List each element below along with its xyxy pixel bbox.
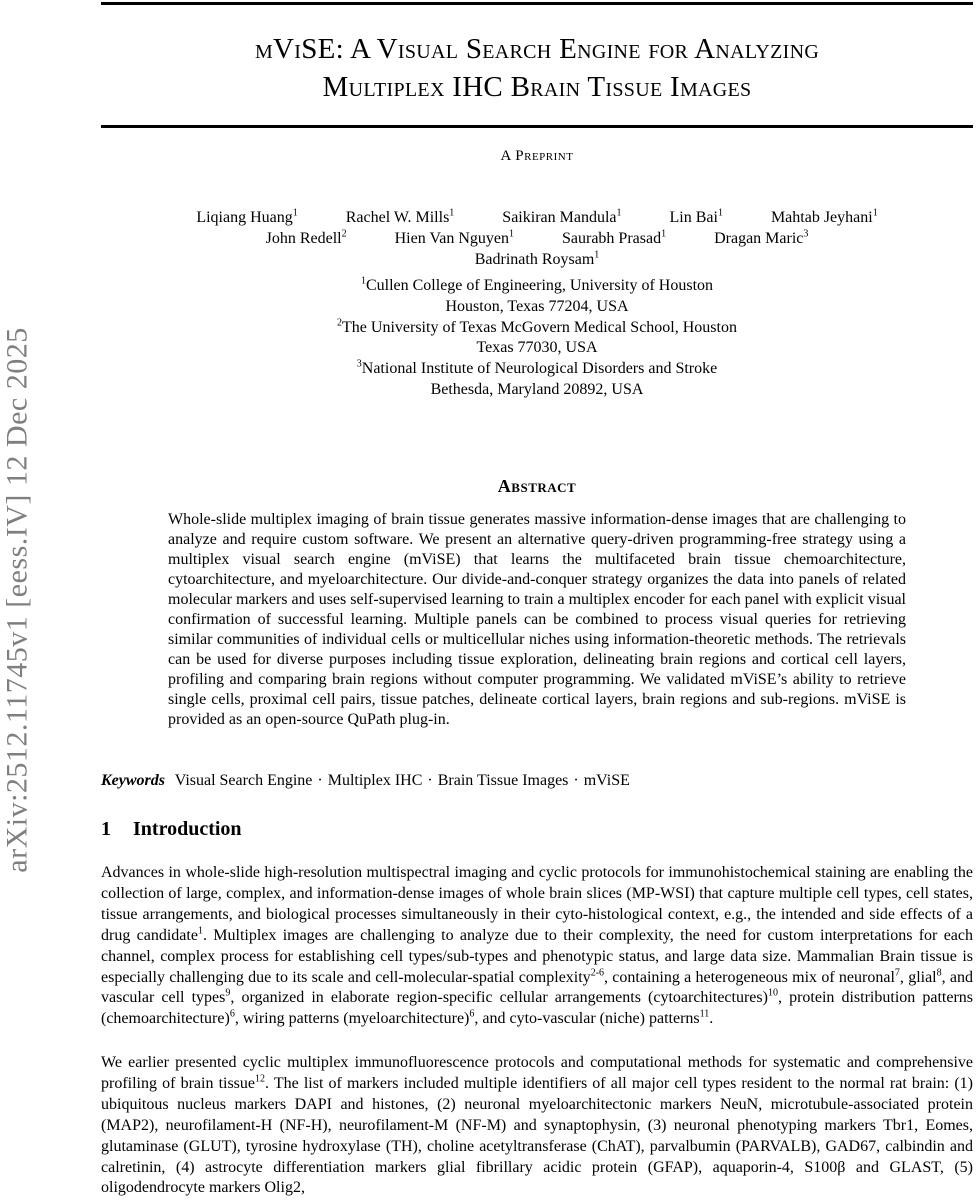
author-affiliation-mark: 2	[341, 228, 347, 240]
author-affiliation-mark: 3	[803, 228, 809, 240]
keywords-line	[101, 771, 973, 791]
paper-title	[101, 30, 973, 106]
arxiv-identifier: arXiv:2512.11745v1 [eess.IV] 12 Dec 2025	[1, 327, 35, 873]
paragraph-text: .	[709, 1010, 714, 1028]
author	[562, 228, 666, 249]
affiliation-line	[101, 276, 973, 297]
paragraph-text: , wiring patterns (myeloarchitecture)	[234, 1010, 470, 1028]
paragraph-text: Advances in whole-slide high-resolution multispectral imaging and cyclic protocols for immunohistochemical staining are enabling the collection of large, complex, and information-dense images of whole brain slices (MP-WSI) that capture multiple cell types, cell states, tissue arrangements, and biological processes simultaneously in their cyto-histological context, e.g., the intended and side effects of a drug candidate	[101, 864, 973, 944]
citation-mark: 6	[469, 1009, 475, 1021]
author-affiliation-mark: 1	[508, 228, 514, 240]
abstract-text: Whole-slide multiplex imaging of brain tissue generates massive information-dense images that are challenging to analyze and require custom software. We present an alternative query-driven programming-free strategy using a multiplex visual search engine (mViSE) that learns the multifaceted brain tissue chemoarchitecture, cytoarchitecture, and myeloarchitecture. Our divide-and-conquer strategy organizes the data into panels of related molecular markers and uses self-supervised learning to train a multiplex encoder for each panel with explicit visual confirmation of successful learning. Multiple panels can be combined to process visual queries for retrieving similar communities of individual cells or multicellular niches using information-theoretic methods. The retrievals can be used for diverse purposes including tissue exploration, delineating brain regions and cortical cell layers, profiling and comparing brain regions without computer programming. We validated mViSE’s ability to retrieve single cells, proximal cell pairs, tissue patches, delineate cortical layers, brain regions and sub-regions. mViSE is provided as an open-source QuPath plug-in.	[168, 511, 906, 728]
author-affiliation-mark: 1	[661, 228, 667, 240]
affiliation-name: The University of Texas McGovern Medical School, Houston	[342, 318, 737, 336]
keyword-item: mViSE	[583, 772, 630, 789]
author	[670, 207, 723, 228]
author-affiliation-mark: 1	[872, 207, 878, 219]
preprint-label: A Preprint	[500, 148, 574, 164]
paragraph-text: . The list of markers included multiple identifiers of all major cell types resident to the normal rat brain: (1) ubiquitous nucleus markers DAPI and histones, (2) neuronal myeloarchitectonic markers NeuN, microtubule-associated protein (MAP2), neurofilament-H (NF-H), neurofilament-M (NF-M) and synaptophysin, (3) neuronal phenotyping markers Tbr1, Eomes, glutaminase (GLUT), tyrosine hydroxylase (TH), choline acetyltransferase (ChAT), parvalbumin (PARVALB), GAD67, calbindin and calretinin, (4) astrocyte differentiation markers glial fibrillary acidic protein (GFAP), aquaporin-4, S100β and GLAST, (5) oligodendrocyte markers Olig2,	[101, 1074, 973, 1197]
author-name: Saurabh Prasad	[561, 230, 662, 247]
author-affiliation-mark: 1	[449, 207, 455, 219]
paragraph-text: , and vascular cell types	[101, 968, 974, 1007]
author	[395, 228, 514, 249]
affiliation-address: Texas 77030, USA	[476, 339, 598, 357]
title-line-1: mViSE: A Visual Search Engine for Analyzing	[254, 33, 820, 65]
citation-mark: 11	[699, 1009, 710, 1021]
keyword-separator: ·	[317, 772, 323, 789]
paragraph-text: , glial	[899, 968, 937, 986]
arxiv-sidebar	[0, 0, 36, 1200]
author-list	[101, 207, 973, 270]
author-name: Dragan Maric	[714, 230, 804, 247]
author-affiliation-mark: 1	[616, 207, 622, 219]
affiliation-address: Bethesda, Maryland 20892, USA	[430, 380, 644, 398]
author	[714, 228, 808, 249]
author-row	[101, 249, 973, 270]
author-name: John Redell	[265, 230, 342, 247]
keyword-item: Multiplex IHC	[327, 772, 423, 789]
citation-mark: 7	[894, 967, 900, 979]
author-name: Lin Bai	[669, 209, 718, 226]
author-name: Rachel W. Mills	[345, 209, 450, 226]
citation-mark: 6	[229, 1009, 235, 1021]
paragraph-text: , and cyto-vascular (niche) patterns	[474, 1010, 700, 1028]
paragraph-text: , protein distribution patterns (chemoarchitecture)	[101, 989, 974, 1028]
author-affiliation-mark: 1	[292, 207, 298, 219]
affiliation-number: 3	[356, 358, 362, 370]
author-name: Hien Van Nguyen	[394, 230, 509, 247]
author-row	[101, 228, 973, 249]
author	[502, 207, 621, 228]
citation-mark: 8	[936, 967, 942, 979]
citation-mark: 10	[767, 988, 778, 1000]
keyword-item: Visual Search Engine	[174, 772, 313, 789]
affiliation-address: Houston, Texas 77204, USA	[445, 297, 629, 315]
citation-mark: 2-6	[590, 967, 605, 979]
affiliation-number: 2	[337, 317, 343, 329]
title-rule-bottom	[101, 125, 973, 128]
author-name: Liqiang Huang	[196, 209, 293, 226]
author	[196, 207, 297, 228]
section-heading	[101, 818, 973, 841]
paragraph-text: . Multiplex images are challenging to analyze due to their complexity, the need for custom interpretations for each channel, complex process for establishing cell types/sub-types and phenotypic status, and large data size. Mammalian Brain tissue is especially challenging due to its scale and cell-molecular-spatial complexity	[101, 926, 974, 986]
citation-mark: 12	[255, 1073, 266, 1085]
author	[266, 228, 347, 249]
keywords-label: Keywords	[101, 772, 165, 789]
keyword-separator: ·	[427, 772, 433, 789]
author-affiliation-mark: 1	[717, 207, 723, 219]
intro-paragraph-1	[101, 863, 973, 1030]
affiliations	[101, 276, 973, 401]
affiliation-name: National Institute of Neurological Disorders and Stroke	[361, 360, 718, 378]
paragraph-text: , organized in elaborate region-specific cellular arrangements (cytoarchitectures)	[230, 989, 768, 1007]
section-number: 1	[101, 818, 111, 840]
affiliation-line	[101, 318, 973, 339]
intro-paragraph-2	[101, 1053, 973, 1199]
affiliation-line	[101, 359, 973, 380]
keyword-separator: ·	[573, 772, 579, 789]
author	[771, 207, 878, 228]
affiliation-number: 1	[360, 275, 366, 287]
author-name: Saikiran Mandula	[502, 209, 617, 226]
author	[475, 249, 600, 270]
section-title: Introduction	[133, 818, 242, 840]
abstract-heading: Abstract	[497, 476, 577, 496]
author-affiliation-mark: 1	[594, 249, 600, 261]
author	[346, 207, 455, 228]
affiliation-name: Cullen College of Engineering, University of Houston	[365, 277, 714, 294]
title-rule-top	[101, 2, 973, 5]
title-line-2: Multiplex IHC Brain Tissue Images	[322, 71, 752, 103]
paragraph-text: We earlier presented cyclic multiplex immunofluorescence protocols and computational methods for systematic and comprehensive profiling of brain tissue	[101, 1054, 973, 1092]
citation-mark: 1	[197, 925, 203, 937]
author-name: Badrinath Roysam	[474, 251, 595, 268]
author-row	[101, 207, 973, 228]
keyword-item: Brain Tissue Images	[437, 772, 569, 789]
citation-mark: 9	[225, 988, 231, 1000]
paragraph-text: , containing a heterogeneous mix of neuronal	[604, 968, 895, 986]
author-name: Mahtab Jeyhani	[770, 209, 873, 226]
